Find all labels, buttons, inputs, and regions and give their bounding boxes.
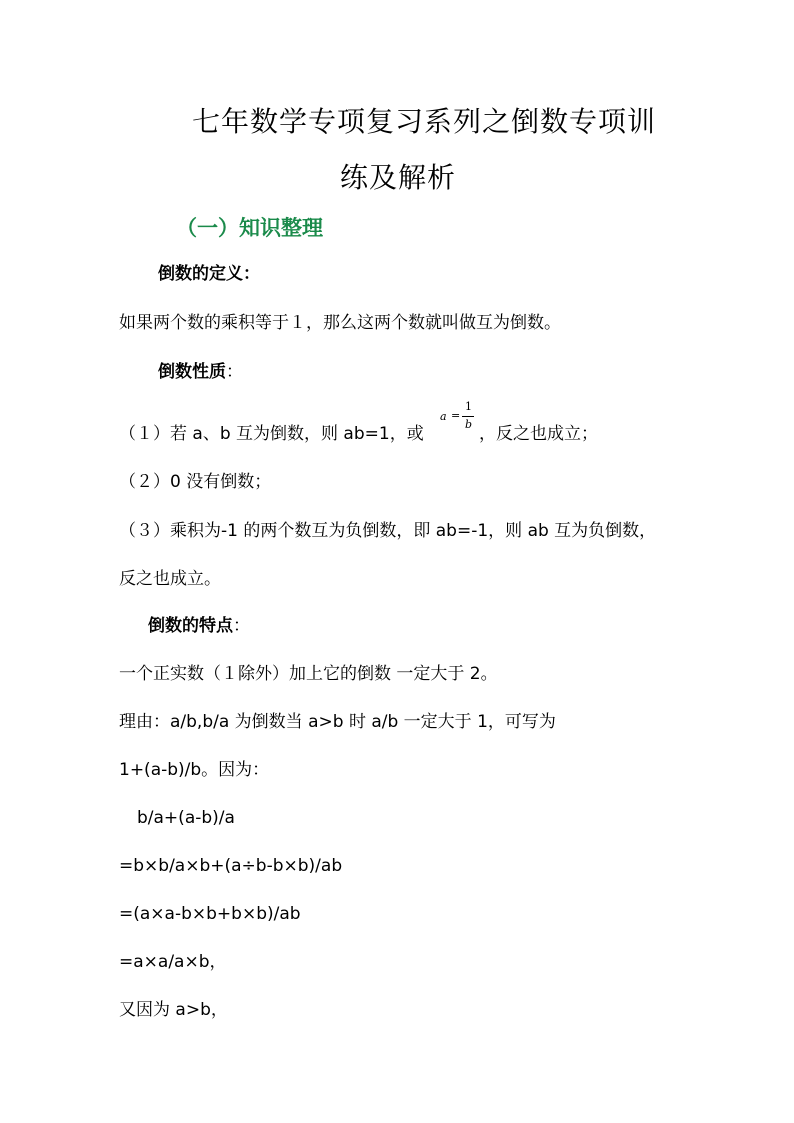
features-line-6: =(a×a-b×b+b×b)/ab (119, 904, 301, 924)
document-title-line2: 练及解析 (340, 161, 457, 194)
formula-equals: = (451, 409, 461, 422)
reciprocal-formula (440, 400, 480, 442)
features-line-4: b/a+(a-b)/a (137, 808, 235, 828)
property-item-2: （２）0 没有倒数； (119, 472, 272, 492)
property-item-3-line2: 反之也成立。 (119, 569, 221, 589)
formula-lhs: a (440, 410, 447, 423)
features-heading-colon: ： (233, 616, 250, 636)
features-heading-label: 倒数的特点 (148, 616, 233, 636)
features-line-1: 一个正实数（１除外）加上它的倒数 一定大于 2。 (119, 664, 498, 684)
features-line-7: =a×a/a×b， (119, 952, 227, 972)
features-line-8: 又因为 a>b， (119, 1000, 228, 1020)
property-item-3-line1: （３）乘积为-1 的两个数互为负倒数，即 ab=-1，则 ab 互为负倒数， (119, 521, 657, 541)
features-line-5: =b×b/a×b+(a÷b-b×b)/ab (119, 856, 343, 876)
formula-denominator: b (465, 418, 473, 431)
features-line-3: 1+(a-b)/b。因为： (119, 760, 270, 780)
definition-heading: 倒数的定义： (158, 264, 260, 284)
features-heading (148, 614, 250, 638)
definition-text: 如果两个数的乘积等于１，那么这两个数就叫做互为倒数。 (119, 313, 561, 333)
section-heading: （一）知识整理 (176, 215, 323, 240)
properties-heading (158, 360, 243, 384)
features-line-2: 理由：a/b,b/a 为倒数当 a>b 时 a/b 一定大于 1，可写为 (119, 712, 556, 732)
properties-heading-colon: ： (226, 362, 243, 382)
formula-fraction-bar (462, 416, 474, 417)
document-title-line1: 七年数学专项复习系列之倒数专项训 (192, 105, 657, 138)
formula-numerator: 1 (465, 400, 472, 413)
property-item-1-suffix: ，反之也成立； (479, 424, 598, 444)
property-item-1-prefix: （１）若 a、b 互为倒数，则 ab=1，或 (119, 424, 424, 444)
properties-heading-label: 倒数性质 (158, 362, 226, 382)
